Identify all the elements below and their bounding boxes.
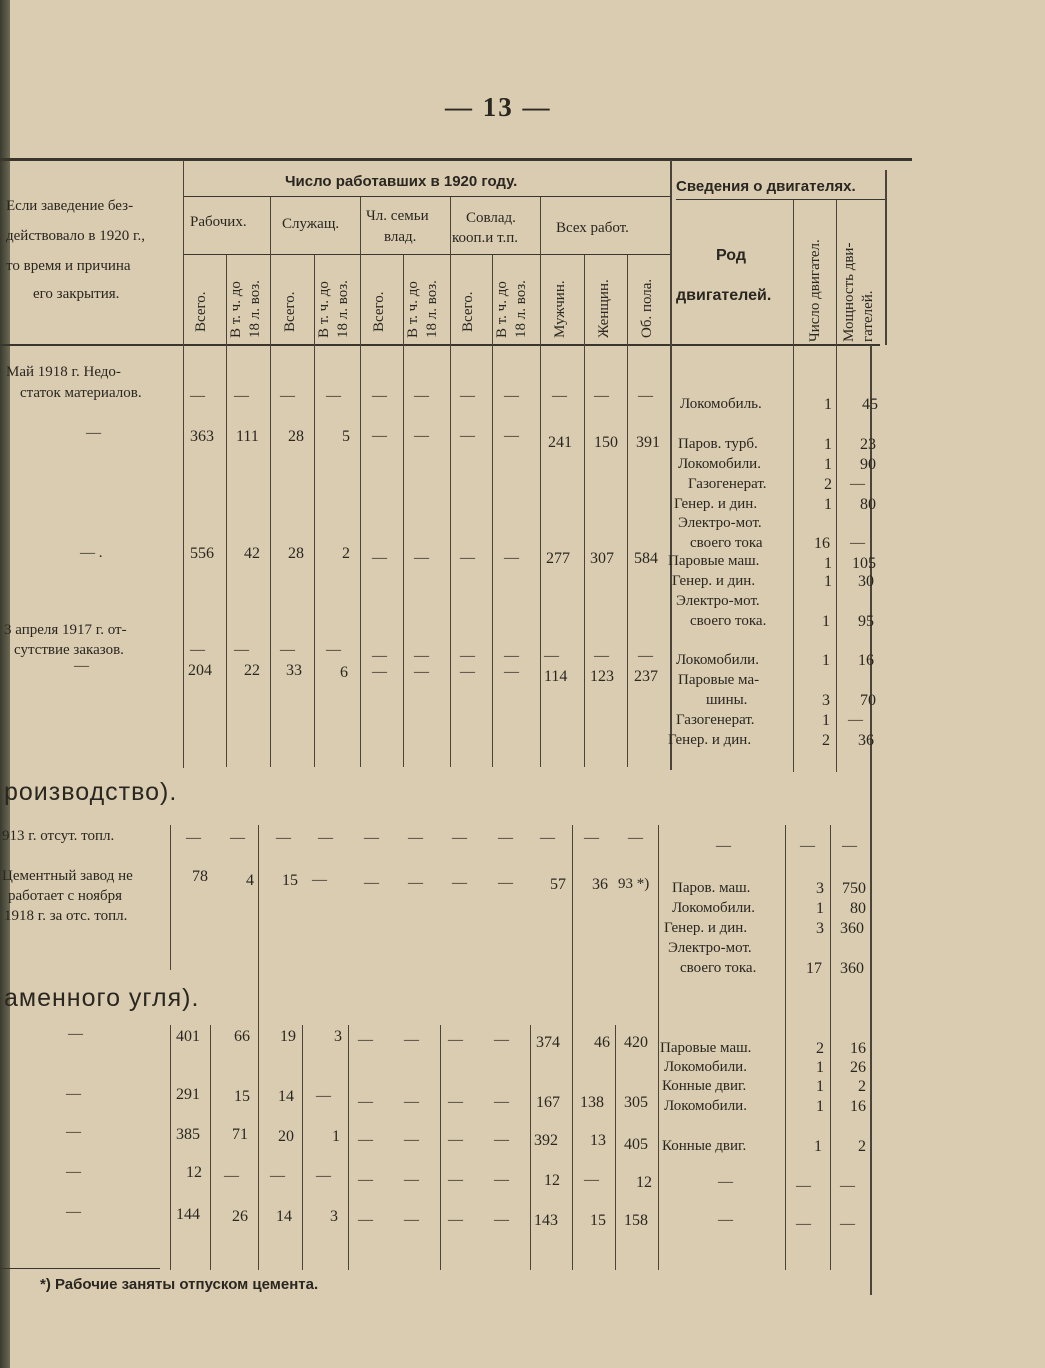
table-cell: — xyxy=(460,664,475,680)
table-cell: 167 xyxy=(536,1094,560,1111)
table-cell: 3 xyxy=(816,920,824,937)
table-cell: Цементный завод не xyxy=(2,868,133,884)
table-cell: 1 xyxy=(822,712,830,729)
table-cell: 15 xyxy=(234,1088,250,1105)
table-cell: Локомобиль. xyxy=(680,396,762,412)
table-cell: — xyxy=(234,388,249,404)
table-cell: — xyxy=(504,428,519,444)
table-cell: — xyxy=(372,388,387,404)
table-cell: — xyxy=(326,388,341,404)
table-cell: — xyxy=(452,875,467,891)
table-cell: 2 xyxy=(342,545,350,562)
table-cell: 71 xyxy=(232,1126,248,1143)
table-cell: 6 xyxy=(340,664,348,681)
table-cell: — xyxy=(316,1088,331,1104)
table-cell: — xyxy=(66,1164,81,1180)
page-number: — 13 — xyxy=(445,92,552,122)
table-cell: 12 xyxy=(186,1164,202,1181)
table-cell: 584 xyxy=(634,550,658,567)
table-cell: Генер. и дин. xyxy=(672,573,756,589)
table-cell: Газогенерат. xyxy=(688,476,767,492)
table-cell: — xyxy=(372,648,387,664)
table-cell: 42 xyxy=(244,545,260,562)
table-cell: 17 xyxy=(806,960,822,977)
table-cell: Электро-мот. xyxy=(668,940,752,956)
table-cell: — xyxy=(460,428,475,444)
col-dvigateley: двигателей. xyxy=(676,287,772,304)
sub-vtch-3a: В т. ч. до xyxy=(405,281,421,338)
table-cell: 23 xyxy=(860,436,876,453)
table-cell: — xyxy=(494,1094,509,1110)
table-cell: 3 xyxy=(330,1208,338,1225)
table-cell: — xyxy=(638,648,653,664)
table-cell: — xyxy=(86,425,101,441)
table-cell: — xyxy=(796,1216,811,1232)
table-cell: — xyxy=(552,388,567,404)
table-cell: Локомобили. xyxy=(678,456,761,472)
table-cell: 150 xyxy=(594,434,618,451)
table-cell: — xyxy=(448,1032,463,1048)
table-cell: 360 xyxy=(840,920,864,937)
table-cell: Газогенерат. xyxy=(676,712,755,728)
table-cell: 12 xyxy=(636,1174,652,1191)
sub-ob-pola: Об. пола. xyxy=(639,278,655,338)
table-cell: — xyxy=(74,658,89,674)
table-cell: 26 xyxy=(232,1208,248,1225)
table-cell: 111 xyxy=(236,428,259,445)
table-cell: — xyxy=(414,664,429,680)
table-cell: — xyxy=(448,1094,463,1110)
table-cell: 16 xyxy=(850,1098,866,1115)
sub-moshch-2: гателей. xyxy=(860,290,876,342)
table-cell: — xyxy=(638,388,653,404)
table-cell: 95 xyxy=(858,613,874,630)
sub-vsego-2: Всего. xyxy=(282,291,298,332)
table-cell: — xyxy=(504,664,519,680)
sub-chislo-dv: Число двигател. xyxy=(807,239,823,342)
table-cell: — xyxy=(404,1032,419,1048)
table-cell: — xyxy=(372,428,387,444)
table-cell: 46 xyxy=(594,1034,610,1051)
table-cell: — xyxy=(280,388,295,404)
table-cell: — xyxy=(404,1094,419,1110)
table-cell: — xyxy=(66,1086,81,1102)
table-cell: — xyxy=(452,830,467,846)
closure-line-2: действовало в 1920 г., xyxy=(6,228,145,244)
table-cell: — xyxy=(448,1172,463,1188)
table-cell: 13 xyxy=(590,1132,606,1149)
table-cell: 22 xyxy=(244,662,260,679)
table-cell: — xyxy=(840,1216,855,1232)
table-cell: — xyxy=(594,388,609,404)
table-cell: 2 xyxy=(858,1138,866,1155)
table-cell: — xyxy=(364,830,379,846)
table-cell: — xyxy=(544,648,559,664)
table-cell: 237 xyxy=(634,668,658,685)
table-cell: — xyxy=(718,1212,733,1228)
table-cell: — xyxy=(358,1132,373,1148)
table-cell: 3 xyxy=(334,1028,342,1045)
table-cell: 70 xyxy=(860,692,876,709)
table-cell: — xyxy=(498,875,513,891)
sub-vtch-4a: В т. ч. до xyxy=(494,281,510,338)
table-cell: 36 xyxy=(858,732,874,749)
closure-line-3: то время и причина xyxy=(6,258,131,274)
table-cell: — xyxy=(504,550,519,566)
table-cell: 14 xyxy=(278,1088,294,1105)
table-cell: 114 xyxy=(544,668,568,685)
table-cell: Паровые маш. xyxy=(660,1040,752,1056)
col-rabochikh: Рабочих. xyxy=(190,214,247,230)
table-cell: — xyxy=(404,1172,419,1188)
table-cell: — xyxy=(414,550,429,566)
table-cell: — xyxy=(186,830,201,846)
table-cell: 26 xyxy=(850,1059,866,1076)
table-cell: — xyxy=(326,642,341,658)
table-cell: — xyxy=(494,1212,509,1228)
table-cell: Электро-мот. xyxy=(676,593,760,609)
table-cell: — xyxy=(448,1132,463,1148)
table-cell: — xyxy=(796,1178,811,1194)
table-cell: 1 xyxy=(814,1138,822,1155)
table-cell: 750 xyxy=(842,880,866,897)
table-cell: — xyxy=(460,388,475,404)
table-cell: 16 xyxy=(858,652,874,669)
table-cell: 138 xyxy=(580,1094,604,1111)
table-cell: — xyxy=(358,1172,373,1188)
table-cell: — xyxy=(848,712,863,728)
table-cell: Конные двиг. xyxy=(662,1138,747,1154)
footnote: *) Рабочие заняты отпуском цемента. xyxy=(40,1276,319,1293)
sub-moshch-1: Мощность дви- xyxy=(841,242,857,342)
table-cell: 291 xyxy=(176,1086,200,1103)
table-cell: 241 xyxy=(548,434,572,451)
table-cell: 19 xyxy=(280,1028,296,1045)
table-cell: 2 xyxy=(816,1040,824,1057)
table-cell: 420 xyxy=(624,1034,648,1051)
table-cell: 20 xyxy=(278,1128,294,1145)
table-cell: — xyxy=(190,642,205,658)
table-cell: — xyxy=(190,388,205,404)
table-cell: 2 xyxy=(858,1078,866,1095)
table-cell: 36 xyxy=(592,876,608,893)
col-chl-semyi-1: Чл. семьи xyxy=(366,208,429,224)
table-cell: 3 xyxy=(816,880,824,897)
table-cell: — xyxy=(364,875,379,891)
table-cell: статок материалов. xyxy=(20,385,142,401)
closure-line-1: Если заведение без- xyxy=(6,198,134,214)
table-cell: 144 xyxy=(176,1206,200,1223)
table-cell: 3 апреля 1917 г. от- xyxy=(4,622,127,638)
table-cell: — xyxy=(404,1212,419,1228)
table-cell: 913 г. отсут. топл. xyxy=(2,828,115,844)
table-cell: Локомобили. xyxy=(676,652,759,668)
table-cell: 401 xyxy=(176,1028,200,1045)
table-cell: — xyxy=(850,535,865,551)
table-cell: 1 xyxy=(824,436,832,453)
table-cell: — . xyxy=(80,545,103,561)
table-cell: — xyxy=(504,388,519,404)
table-cell: 363 xyxy=(190,428,214,445)
table-cell: 307 xyxy=(590,550,614,567)
table-cell: — xyxy=(448,1212,463,1228)
table-cell: Паровые маш. xyxy=(668,553,760,569)
section-heading-1: роизводство). xyxy=(4,778,178,806)
table-cell: — xyxy=(408,875,423,891)
table-cell: — xyxy=(718,1174,733,1190)
table-cell: 204 xyxy=(188,662,212,679)
table-cell: — xyxy=(68,1026,83,1042)
table-cell: 305 xyxy=(624,1094,648,1111)
table-cell: 1 xyxy=(822,613,830,630)
table-cell: Май 1918 г. Недо- xyxy=(6,364,121,380)
table-cell: 143 xyxy=(534,1212,558,1229)
table-cell: — xyxy=(316,1168,331,1184)
table-cell: сутствие заказов. xyxy=(14,642,124,658)
col-rod: Род xyxy=(716,247,746,264)
table-cell: Паров. маш. xyxy=(672,880,751,896)
table-cell: — xyxy=(494,1172,509,1188)
table-cell: 16 xyxy=(850,1040,866,1057)
table-cell: 405 xyxy=(624,1136,648,1153)
sub-zhensh: Женщин. xyxy=(596,279,612,338)
table-cell: — xyxy=(404,1132,419,1148)
table-cell: Конные двиг. xyxy=(662,1078,747,1094)
table-cell: — xyxy=(234,642,249,658)
sub-vtch-1b: 18 л. воз. xyxy=(247,280,263,338)
table-cell: 1 xyxy=(824,555,832,572)
table-cell: 80 xyxy=(850,900,866,917)
table-cell: 391 xyxy=(636,434,660,451)
col-sovlad-1: Совлад. xyxy=(466,210,516,226)
table-cell: — xyxy=(584,830,599,846)
table-cell: — xyxy=(494,1032,509,1048)
table-cell: 28 xyxy=(288,428,304,445)
section-heading-2: аменного угля). xyxy=(4,984,200,1012)
table-cell: 3 xyxy=(822,692,830,709)
col-vsekh: Всех работ. xyxy=(556,220,629,236)
table-cell: — xyxy=(594,648,609,664)
table-cell: — xyxy=(494,1132,509,1148)
table-cell: 556 xyxy=(190,545,214,562)
table-cell: 15 xyxy=(282,872,298,889)
table-cell: — xyxy=(318,830,333,846)
table-cell: Локомобили. xyxy=(664,1059,747,1075)
col-sluzhash: Служащ. xyxy=(282,216,340,232)
table-cell: — xyxy=(584,1172,599,1188)
table-cell: — xyxy=(358,1094,373,1110)
table-cell: 1 xyxy=(816,1098,824,1115)
table-cell: — xyxy=(358,1032,373,1048)
table-cell: своего тока xyxy=(690,535,763,551)
table-cell: — xyxy=(280,642,295,658)
sub-muzh: Мужчин. xyxy=(552,280,568,338)
table-cell: 385 xyxy=(176,1126,200,1143)
table-cell: — xyxy=(312,872,327,888)
table-cell: 14 xyxy=(276,1208,292,1225)
table-cell: шины. xyxy=(706,692,748,708)
table-cell: 66 xyxy=(234,1028,250,1045)
table-cell: — xyxy=(66,1124,81,1140)
table-cell: 78 xyxy=(192,868,208,885)
sub-vtch-2b: 18 л. воз. xyxy=(335,280,351,338)
table-cell: — xyxy=(224,1168,239,1184)
table-cell: 1 xyxy=(824,496,832,513)
col-sovlad-2: кооп.и т.п. xyxy=(452,230,519,246)
table-cell: своего тока. xyxy=(690,613,767,629)
table-cell: Генер. и дин. xyxy=(674,496,758,512)
table-cell: 360 xyxy=(840,960,864,977)
sub-vtch-4b: 18 л. воз. xyxy=(513,280,529,338)
engines-group-title: Сведения о двигателях. xyxy=(676,178,856,195)
table-cell: — xyxy=(540,830,555,846)
table-cell: 28 xyxy=(288,545,304,562)
table-cell: 374 xyxy=(536,1034,560,1051)
table-cell: 1 xyxy=(816,1078,824,1095)
table-cell: Генер. и дин. xyxy=(664,920,748,936)
table-cell: — xyxy=(270,1168,285,1184)
table-cell: 33 xyxy=(286,662,302,679)
table-cell: Генер. и дин. xyxy=(668,732,752,748)
table-cell: 16 xyxy=(814,535,830,552)
closure-line-4: его закрытия. xyxy=(33,286,120,302)
table-cell: 158 xyxy=(624,1212,648,1229)
table-cell: 105 xyxy=(852,555,876,572)
table-cell: 1 xyxy=(822,652,830,669)
table-cell: — xyxy=(358,1212,373,1228)
table-cell: 93 *) xyxy=(618,876,650,892)
table-cell: — xyxy=(850,476,865,492)
table-cell: — xyxy=(460,550,475,566)
table-cell: 45 xyxy=(862,396,878,413)
table-cell: 1 xyxy=(824,456,832,473)
sub-vtch-2a: В т. ч. до xyxy=(316,281,332,338)
table-cell: 2 xyxy=(824,476,832,493)
table-cell: Паров. турб. xyxy=(678,436,758,452)
table-cell: 30 xyxy=(858,573,874,590)
sub-vtch-1a: В т. ч. до xyxy=(228,281,244,338)
table-cell: 1 xyxy=(816,900,824,917)
table-cell: — xyxy=(800,838,815,854)
table-cell: 80 xyxy=(860,496,876,513)
table-cell: 5 xyxy=(342,428,350,445)
table-cell: 123 xyxy=(590,668,614,685)
sub-vsego-3: Всего. xyxy=(371,291,387,332)
table-cell: 4 xyxy=(246,872,254,889)
col-chl-semyi-2: влад. xyxy=(384,229,417,245)
table-cell: — xyxy=(716,838,731,854)
table-cell: — xyxy=(504,648,519,664)
table-cell: — xyxy=(628,830,643,846)
table-cell: работает с ноября xyxy=(8,888,123,904)
table-cell: Локомобили. xyxy=(672,900,755,916)
table-cell: 1 xyxy=(824,573,832,590)
table-cell: 277 xyxy=(546,550,570,567)
table-cell: 57 xyxy=(550,876,566,893)
table-cell: Локомобили. xyxy=(664,1098,747,1114)
table-cell: Электро-мот. xyxy=(678,515,762,531)
table-cell: 2 xyxy=(822,732,830,749)
table-cell: — xyxy=(66,1204,81,1220)
table-cell: 90 xyxy=(860,456,876,473)
workers-group-title: Число работавших в 1920 году. xyxy=(285,173,518,190)
table-cell: — xyxy=(276,830,291,846)
table-cell: — xyxy=(414,648,429,664)
table-cell: — xyxy=(230,830,245,846)
table-cell: — xyxy=(408,830,423,846)
table-cell: — xyxy=(460,648,475,664)
table-cell: — xyxy=(414,428,429,444)
table-cell: 1 xyxy=(332,1128,340,1145)
sub-vsego-4: Всего. xyxy=(460,291,476,332)
table-cell: — xyxy=(842,838,857,854)
table-cell: — xyxy=(372,664,387,680)
table-cell: 15 xyxy=(590,1212,606,1229)
table-cell: 1918 г. за отс. топл. xyxy=(4,908,128,924)
table-cell: 1 xyxy=(816,1059,824,1076)
table-cell: своего тока. xyxy=(680,960,757,976)
table-cell: 12 xyxy=(544,1172,560,1189)
table-cell: Паровые ма- xyxy=(678,672,760,688)
table-cell: — xyxy=(372,550,387,566)
sub-vsego-1: Всего. xyxy=(193,291,209,332)
sub-vtch-3b: 18 л. воз. xyxy=(424,280,440,338)
table-cell: — xyxy=(498,830,513,846)
table-cell: 392 xyxy=(534,1132,558,1149)
table-cell: — xyxy=(414,388,429,404)
table-cell: — xyxy=(840,1178,855,1194)
table-cell: 1 xyxy=(824,396,832,413)
